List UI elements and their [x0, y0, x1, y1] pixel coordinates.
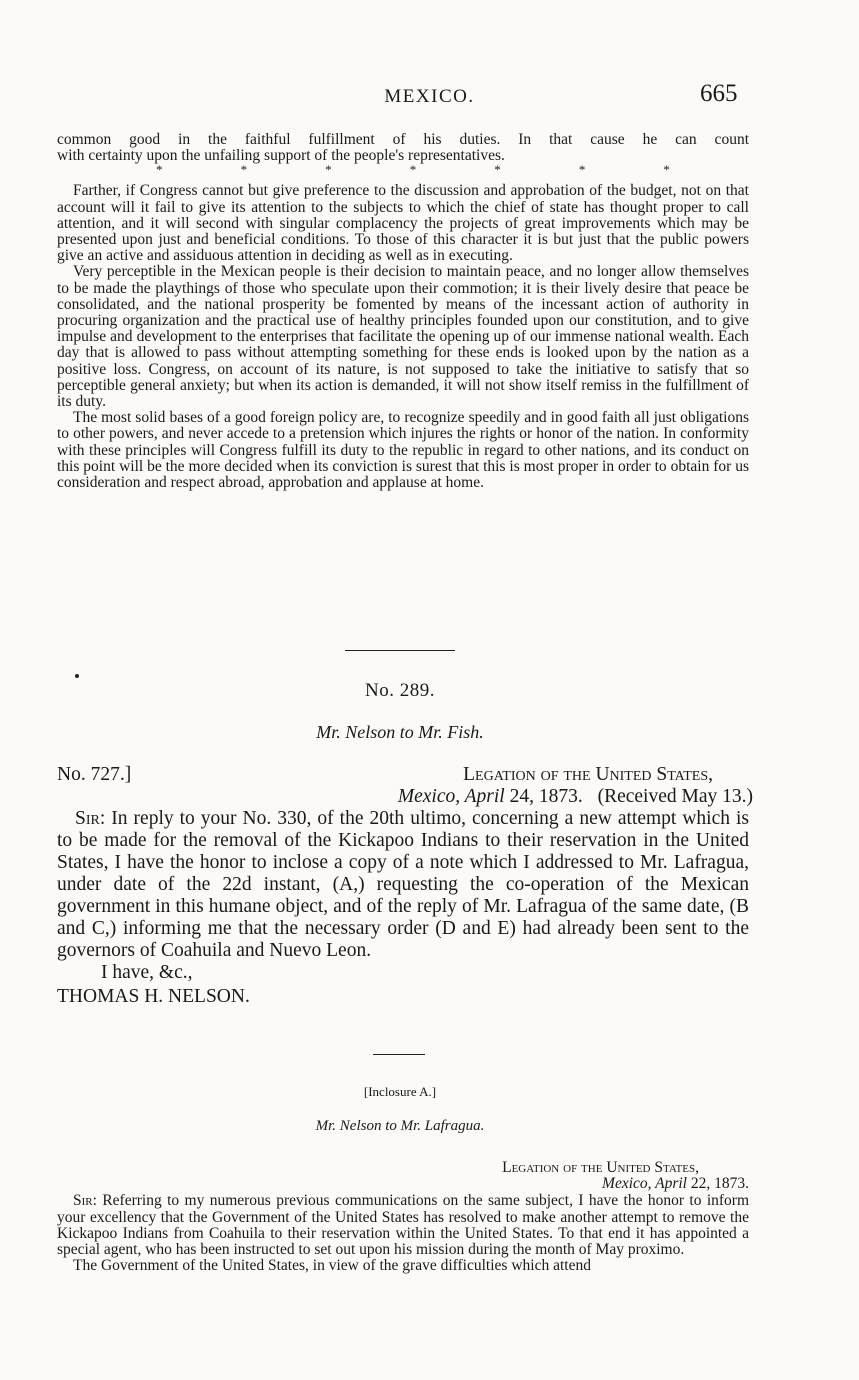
signature: THOMAS H. NELSON. — [57, 986, 250, 1007]
closing: I have, &c., — [101, 962, 193, 983]
star: * — [409, 162, 417, 178]
page-number: 665 — [700, 80, 738, 107]
print-speck — [75, 674, 79, 678]
dispatch-header — [57, 764, 749, 786]
star: * — [578, 162, 586, 178]
salutation: Sir: — [75, 808, 106, 829]
dispatch-number: No. 727.] — [57, 764, 132, 785]
inclosure-letter-title: Mr. Nelson to Mr. Lafragua. — [315, 1118, 485, 1134]
star: * — [240, 162, 248, 178]
star: * — [494, 162, 501, 178]
paragraph: Farther, if Congress cannot but give preference to the discussion and approbation of the budget, not on that account will it fail to give its attention to the subjects to which the chief of state has thought proper to call attention, and it will second with singular complacency the projects of great improvements which may be presented upon just and beneficial conditions. To those of this character it is but just that the public powers give an active and assiduous attention in deciding as well as in executing. — [57, 182, 749, 265]
received-note: (Received May 13.) — [597, 786, 753, 807]
dateline — [57, 786, 753, 808]
section-divider — [373, 1054, 425, 1055]
letter-title: Mr. Nelson to Mr. Fish. — [316, 722, 484, 742]
body-text: In reply to your No. 330, of the 20th ultimo, concerning a new attempt which is to be made for the removal of the Kickapoo Indians to their reservation in the United States, I have the honor to inclose a copy of a note which I addressed to Mr. Lafragua, under date of the 22d instant, (A,) requesting the co-operation of the Mexican government in this humane object, and of the reply of Mr. Lafragua of the same date, (B and C,) informing me that the necessary order (D and E) had already been sent to the governors of Coahuila and Nuevo Leon. — [57, 808, 749, 961]
salutation: Sir: — [73, 1192, 97, 1210]
paragraph-line: with certainty upon the unfailing support of the people's representatives. — [57, 147, 505, 165]
running-title: MEXICO. — [384, 86, 475, 107]
star: * — [156, 162, 163, 178]
paragraph: The most solid bases of a good foreign policy are, to recognize speedily and in good faith all just obligations to other powers, and never accede to a pretension which injures the rights or honor of the nation. In conformity with these principles will Congress fulfill its duty to the republic in regard to other nations, and its conduct on this point will be the more decided when its conviction is surest that this is most proper in order to obtain for us consideration and respect abroad, approbation and applause at home. — [57, 409, 749, 492]
paragraph: Very perceptible in the Mexican people is their decision to maintain peace, and no longer allow themselves to be made the playthings of those who speculate upon their commotion; it is their lively desire that peace be consolidated, and the national prosperity be fomented by means of the incessant action of authority in procuring organization and the practical use of healthy principles founded upon our constitution, and to give impulse and development to the enterprises that facilitate the opening up of our immense national wealth. Each day that is allowed to pass without attempting something for these ends is looked upon by the nation as a positive loss. Congress, on account of its nature, is not supposed to take the initiative to satisfy that so perceptible general anxiety; but when its action is demanded, it will not show itself remiss in the fulfillment of its duty. — [57, 263, 749, 411]
dateline-place: Mexico, April — [602, 1175, 687, 1193]
dispatch-block — [57, 764, 753, 1008]
star: * — [663, 162, 670, 178]
legation-heading: Legation of the United States, — [463, 764, 713, 785]
legation-heading: Legation of the United States, — [502, 1159, 699, 1176]
document-number: No. 289. — [365, 680, 435, 701]
body-text: Referring to my numerous previous communications on the same subject, I have the honor to inform your excellency that the Government of the United States has resolved to make another attempt to remove the Kickapoo Indians from Coahuila to their reservation within the United States. To that end it has appointed a special agent, who has been instructed to set out upon his mission during the month of May proximo. — [57, 1192, 750, 1259]
ellipsis-stars — [57, 164, 749, 178]
paragraph-line: common good in the faithful fulfillment of his duties. In that cause he can count — [57, 131, 749, 148]
dateline-day: 24, 1873. — [509, 786, 583, 807]
star: * — [325, 162, 332, 178]
dateline-place: Mexico, April — [397, 786, 505, 807]
section-divider — [345, 650, 455, 651]
paragraph-line: The Government of the United States, in view of the grave difficulties which attend — [73, 1257, 591, 1275]
dispatch-body — [57, 808, 749, 962]
dateline — [57, 1176, 749, 1192]
inclosure-label: [Inclosure A.] — [363, 1084, 437, 1099]
inclosure-body — [57, 1193, 749, 1258]
top-text-block — [57, 132, 749, 491]
dateline-day: 22, 1873. — [690, 1175, 749, 1193]
inclosure-block — [57, 1160, 749, 1274]
